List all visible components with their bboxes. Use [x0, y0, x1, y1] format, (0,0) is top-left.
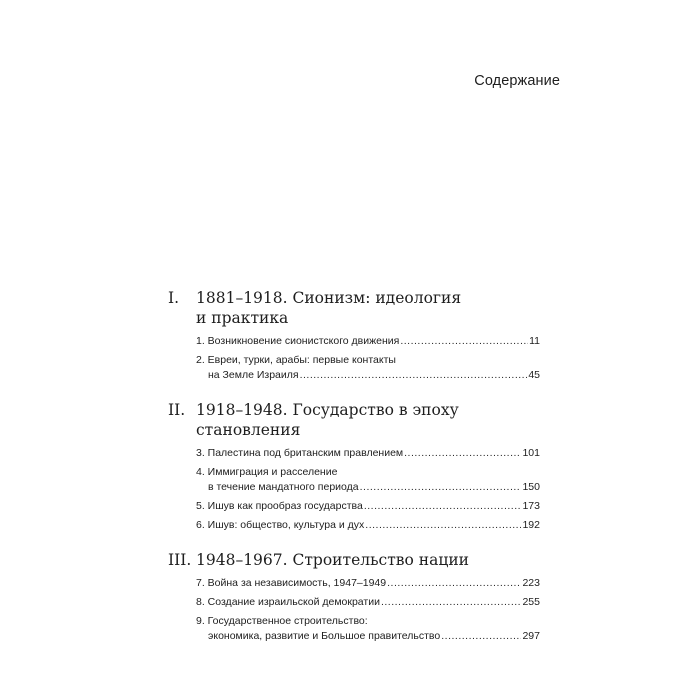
chapter-title: 2. Евреи, турки, арабы: первые контакты — [196, 354, 396, 366]
toc-entry — [196, 576, 540, 591]
toc-entry-line — [196, 499, 540, 514]
page-number: 101 — [522, 447, 540, 459]
toc-entry — [196, 614, 540, 644]
part-title: 1948–1967. Строительство нации — [196, 551, 469, 569]
dot-leader — [365, 518, 521, 533]
part-heading — [168, 550, 540, 570]
toc-entry-line — [196, 576, 540, 591]
table-of-contents — [168, 288, 540, 661]
part-number: I. — [168, 289, 180, 307]
toc-entry-line — [196, 629, 540, 644]
part-number: II. — [168, 401, 186, 419]
toc-entry — [196, 595, 540, 610]
toc-entry-line — [196, 595, 540, 610]
page-number: 192 — [522, 519, 540, 531]
chapter-list — [168, 446, 540, 533]
toc-entry — [196, 446, 540, 461]
page-number: 223 — [522, 577, 540, 589]
chapter-title-continued: в течение мандатного периода — [208, 481, 359, 493]
part-number: III. — [168, 551, 192, 569]
toc-entry — [196, 353, 540, 383]
page-number: 297 — [522, 630, 540, 642]
chapter-list — [168, 334, 540, 383]
part-title: 1881–1918. Сионизм: идеология и практика — [196, 289, 462, 327]
toc-entry-line — [196, 480, 540, 495]
part-title: 1918–1948. Государство в эпоху становления — [196, 401, 459, 439]
toc-entry-line — [196, 368, 540, 383]
toc-entry — [196, 518, 540, 533]
part-heading — [168, 400, 540, 440]
dot-leader — [381, 595, 522, 610]
page-number: 150 — [522, 481, 540, 493]
dot-leader — [364, 499, 522, 514]
chapter-title-continued: экономика, развитие и Большое правительство — [208, 630, 441, 642]
toc-entry — [196, 465, 540, 495]
chapter-title: 6. Ишув: общество, культура и дух — [196, 519, 365, 531]
page-number: 45 — [528, 369, 540, 381]
page-number: 11 — [529, 335, 540, 347]
chapter-title: 9. Государственное строительство: — [196, 615, 368, 627]
chapter-title: 7. Война за независимость, 1947–1949 — [196, 577, 387, 589]
part-heading — [168, 288, 540, 328]
dot-leader — [441, 629, 521, 644]
toc-part-2 — [168, 400, 540, 533]
page-title: Содержание — [474, 73, 560, 89]
page-number: 173 — [522, 500, 540, 512]
toc-part-3 — [168, 550, 540, 644]
chapter-title-continued: на Земле Израиля — [208, 369, 299, 381]
toc-entry-line — [196, 446, 540, 461]
dot-leader — [400, 334, 528, 349]
chapter-title: 3. Палестина под британским правлением — [196, 447, 404, 459]
toc-entry-line — [196, 518, 540, 533]
toc-entry — [196, 334, 540, 349]
toc-part-1 — [168, 288, 540, 383]
chapter-title: 1. Возникновение сионистского движения — [196, 335, 400, 347]
chapter-title: 4. Иммиграция и расселение — [196, 466, 338, 478]
dot-leader — [300, 368, 528, 383]
chapter-title: 8. Создание израильской демократии — [196, 596, 380, 608]
dot-leader — [360, 480, 522, 495]
page-number: 255 — [522, 596, 540, 608]
dot-leader — [387, 576, 521, 591]
chapter-title: 5. Ишув как прообраз государства — [196, 500, 363, 512]
toc-entry — [196, 499, 540, 514]
toc-entry-line — [196, 334, 540, 349]
dot-leader — [404, 446, 521, 461]
chapter-list — [168, 576, 540, 644]
